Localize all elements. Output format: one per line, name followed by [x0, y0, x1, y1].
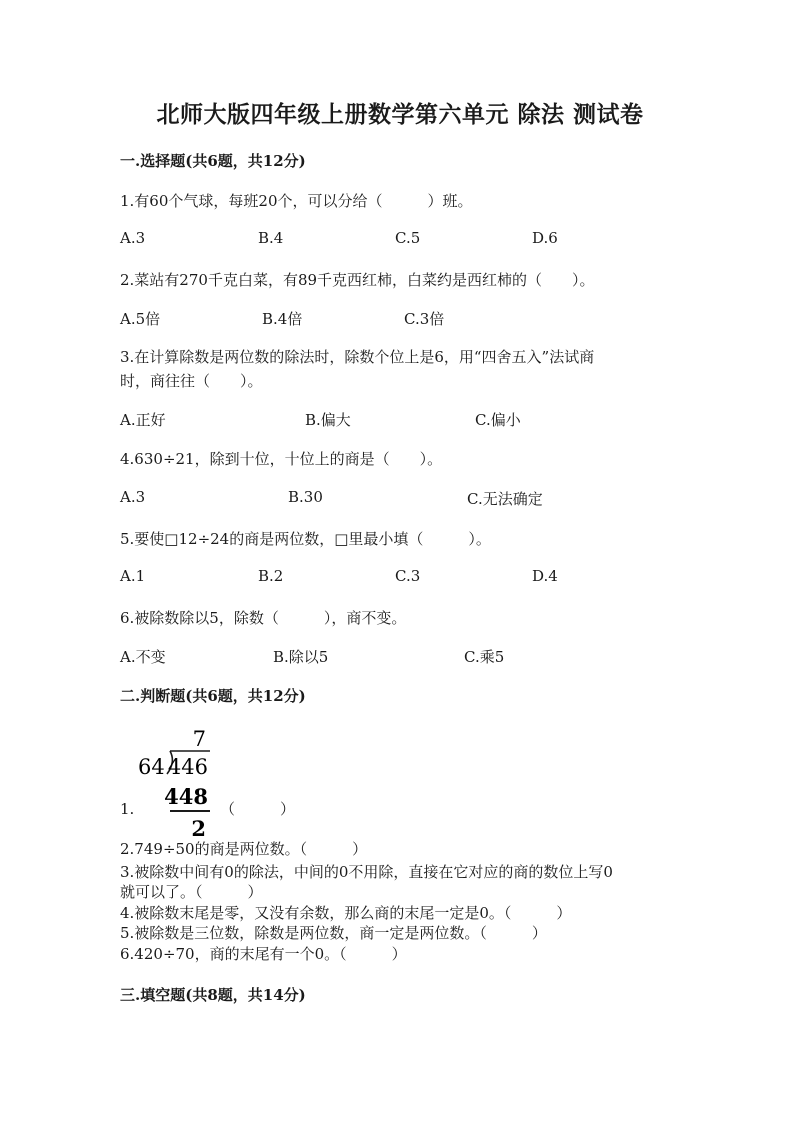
- choice-3-option-c: C.偏小: [475, 411, 521, 429]
- choice-question-5: 5.要使□12÷24的商是两位数，□里最小填（ ）。: [120, 530, 491, 548]
- choice-1-option-b: B.4: [258, 229, 284, 247]
- judge-question-1-paren: （ ）: [220, 800, 296, 818]
- choice-5-option-d: D.4: [532, 567, 558, 585]
- choice-1-option-c: C.5: [395, 229, 421, 247]
- page-title: 北师大版四年级上册数学第六单元 除法 测试卷: [156, 101, 644, 128]
- choice-6-option-c: C.乘5: [464, 648, 505, 666]
- choice-question-3-line2: 时，商往往（ ）。: [120, 372, 263, 390]
- judge-question-2: 2.749÷50的商是两位数。（ ）: [120, 840, 368, 858]
- choice-6-option-a: A.不变: [120, 648, 166, 666]
- judge-question-3-line1: 3.被除数中间有0的除法，中间的0不用除，直接在它对应的商的数位上写0: [120, 863, 613, 881]
- section-heading-fill: 三.填空题(共8题，共14分): [120, 986, 306, 1004]
- choice-4-option-a: A.3: [120, 488, 146, 506]
- choice-5-option-b: B.2: [258, 567, 284, 585]
- choice-2-option-b: B.4倍: [262, 310, 303, 328]
- choice-question-6: 6.被除数除以5，除数（ ），商不变。: [120, 609, 407, 627]
- judge-question-1-number: 1.: [120, 800, 135, 818]
- choice-2-option-c: C.3倍: [404, 310, 445, 328]
- judge-question-5: 5.被除数是三位数，除数是两位数，商一定是两位数。（ ）: [120, 924, 547, 942]
- section-heading-judge: 二.判断题(共6题，共12分): [120, 687, 306, 705]
- choice-question-2: 2.菜站有270千克白菜，有89千克西红柿，白菜约是西红柿的（ ）。: [120, 271, 595, 289]
- judge-question-6: 6.420÷70，商的末尾有一个0。（ ）: [120, 945, 407, 963]
- division-remainder: 2: [191, 816, 206, 841]
- division-product: 448: [164, 784, 208, 809]
- judge-question-3-line2: 就可以了。（ ）: [120, 883, 263, 901]
- choice-question-4: 4.630÷21，除到十位，十位上的商是（ ）。: [120, 450, 443, 468]
- choice-question-1: 1.有60个气球，每班20个，可以分给（ ）班。: [120, 192, 473, 210]
- choice-question-3-line1: 3.在计算除数是两位数的除法时，除数个位上是6，用“四舍五入”法试商: [120, 348, 595, 366]
- choice-5-option-a: A.1: [120, 567, 146, 585]
- choice-2-option-a: A.5倍: [120, 310, 161, 328]
- choice-3-option-a: A.正好: [120, 411, 166, 429]
- section-heading-choice: 一.选择题(共6题，共12分): [120, 152, 306, 170]
- choice-3-option-b: B.偏大: [305, 411, 351, 429]
- choice-5-option-c: C.3: [395, 567, 421, 585]
- choice-4-option-c: C.无法确定: [467, 490, 543, 508]
- division-divisor: 64: [138, 755, 165, 779]
- judge-question-4: 4.被除数末尾是零，又没有余数，那么商的末尾一定是0。（ ）: [120, 904, 572, 922]
- long-division-figure: [134, 722, 214, 842]
- division-quotient: 7: [192, 727, 206, 751]
- division-dividend: 446: [167, 755, 208, 779]
- choice-6-option-b: B.除以5: [273, 648, 329, 666]
- choice-4-option-b: B.30: [288, 488, 323, 506]
- choice-1-option-d: D.6: [532, 229, 558, 247]
- choice-1-option-a: A.3: [120, 229, 146, 247]
